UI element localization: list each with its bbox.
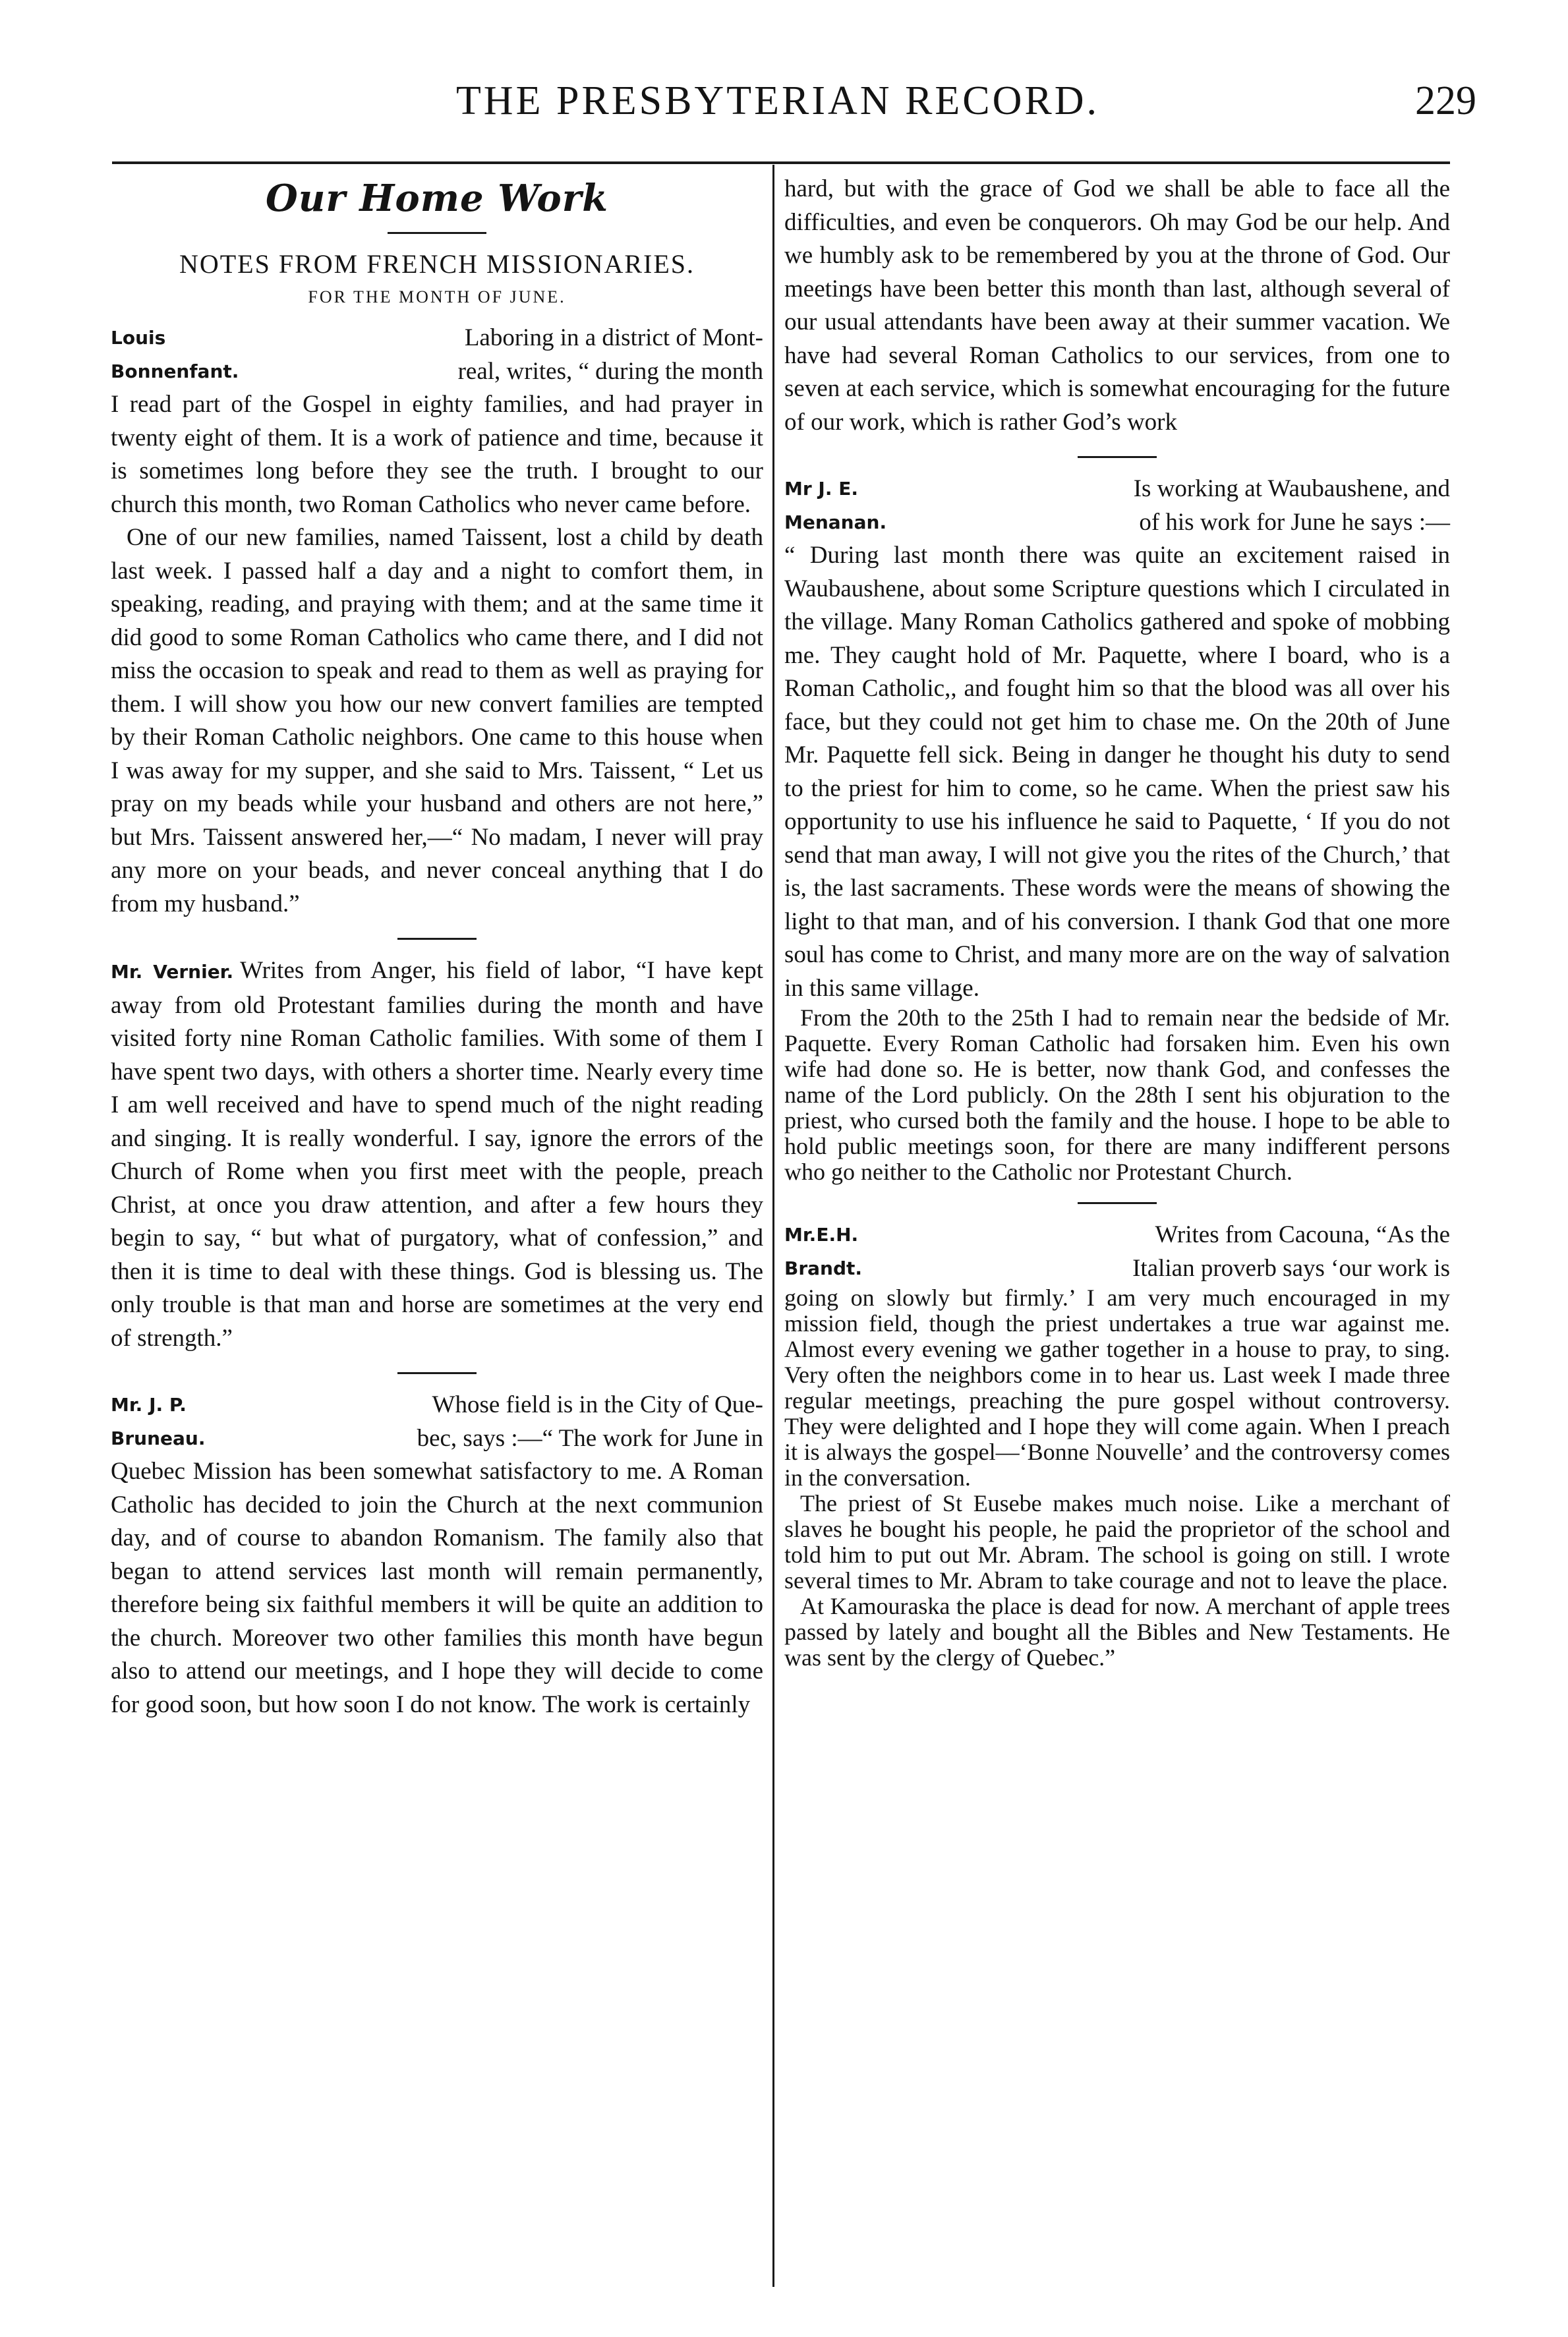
section-subtitle: NOTES FROM FRENCH MISSIONARIES. (179, 249, 695, 279)
missionary-name-last: Bonnenfant. (111, 360, 239, 382)
entry-text: Writes from Anger, his field of labor, “I have kept away from old Protestant families during the month and have visited forty nine Roman Catholic families. With some of them I have spent two days, with others a shorter time. Nearly every time I am well received and have to spend much of the night reading and singing. It is really wonderful. I say, ignore the errors of the Church of Rome when you first meet with the people, preach Christ, at once you draw attention, and after a few hours they begin to say, “ but what of purgatory, what of confession,” and then it is time to deal with these things. God is blessing us. The only trouble is that man and horse are sometimes at the very end of strength.” (111, 957, 763, 1352)
entry-paragraph: One of our new families, named Taissent, lost a child by death last week. I passed half a day and a night to comfort them, in speaking, reading, and praying with them; and at the same time it did good to some Roman Catholics who came there, and I did not miss the occasion to speak and read to them as well as praying for them. I will show you how our new convert families are tempted by their Roman Catholic neighbors. One came to this house when I was away for my supper, and she said to Mrs. Taissent, “ Let us pray on my beads while your husband and others are not here,” but Mrs. Taissent answered her,—“ No madam, I never will pray any more on your beads, and never conceal anything that I do from my husband.” (111, 524, 763, 917)
entry-head-line: Is working at Waubaushene, and (1133, 475, 1450, 502)
running-title: THE PRESBYTERIAN RECORD. (455, 78, 1100, 123)
entry-separator (1078, 456, 1157, 458)
page-number: 229 (1415, 78, 1476, 123)
page-header (105, 78, 1476, 150)
missionary-name-last: Menanan. (784, 511, 887, 533)
entry-paragraph: “ During last month there was quite an excitement raised in Waubaushene, about some Scripture questions which I circulated in the village. Many Roman Catholics gathered and spoke of mobbing me. They caught hold of Mr. Paquette, where I board, who is a Roman Catholic,, and fought him so that the blood was all over his face, but they could not get him to chase me. On the 20th of June Mr. Paquette fell sick. Being in danger he thought his duty to send to the priest for him to come, so he came. When the priest saw his opportunity to use his influence he said to Paquette, ‘ If you do not send that man away, I will not give you the rites of the Church,’ that is, the last sacraments. These words were the means of showing the light to that man, and of his conversion. I thank God that one more soul has come to Christ, and many more are on the way of salvation in this same village. (784, 542, 1450, 1002)
missionary-name-first: Louis (111, 327, 166, 349)
continued-paragraph: hard, but with the grace of God we shall be able to face all the difficulties, and even be conquerors. Oh may God be our help. And we humbly ask to be remembered by you at the throne of God. Our meetings have been better this month than last, although several of our usual attendants have been away at their summer vacation. We have had several Roman Catholics to our services, from one to seven at each service, which is somewhat encouraging for the future of our work, which is rather God’s work (784, 175, 1450, 436)
entry-separator (397, 938, 477, 940)
entry-menanan-head (784, 473, 1450, 539)
entry-head-line: of his work for June he says :— (1139, 508, 1450, 536)
header-rule (112, 161, 1450, 164)
entry-separator (397, 1372, 477, 1374)
missionary-name-first: Mr.E.H. (784, 1224, 859, 1246)
column-divider (772, 165, 774, 2287)
entry-head-line: Whose field is in the City of Que- (432, 1391, 763, 1418)
entry-paragraph: At Kamouraska the place is dead for now. A merchant of apple trees passed by lately and bought all the Bibles and New Testaments. He was sent by the clergy of Quebec.” (784, 1593, 1450, 1671)
right-column (784, 173, 1450, 1671)
missionary-name-first: Mr J. E. (784, 478, 858, 500)
missionary-name-first: Mr. J. P. (111, 1394, 187, 1416)
entry-paragraph: Quebec Mission has been somewhat satisfactory to me. A Roman Catholic has decided to join the Church at the next communion day, and of course to abandon Romanism. The family also that began to attend services last month will remain permanently, therefore being six faithful members it will be quite an addition to the church. Moreover two other families this month have begun also to attend our meetings, and I hope they will decide to come for good soon, but how soon I do not know. The work is certainly (111, 1458, 763, 1718)
entry-head-line: Italian proverb says ‘our work is (1132, 1254, 1450, 1282)
missionary-name: Mr. Vernier. (111, 961, 234, 983)
entry-head-line: real, writes, “ during the month (457, 357, 763, 385)
missionary-name-last: Brandt. (784, 1257, 863, 1279)
entry-separator (1078, 1202, 1157, 1204)
title-rule (388, 232, 486, 234)
entry-paragraph: From the 20th to the 25th I had to remain near the bedside of Mr. Paquette. Every Roman Catholic had forsaken him. Even his own wife had done so. He is better, now thank God, and confesses the name of the Lord publicly. On the 28th I sent his objuration to the priest, who cursed both the family and the house. I hope to be able to hold public meetings soon, for there are many indifferent persons who go neither to the Catholic nor Protestant Church. (784, 1004, 1450, 1185)
entry-vernier (111, 954, 763, 1355)
entry-brandt-head (784, 1219, 1450, 1285)
month-line: FOR THE MONTH OF JUNE. (308, 287, 566, 306)
section-title: Our Home Work (265, 177, 609, 220)
entry-paragraph: I read part of the Gospel in eighty families, and had prayer in twenty eight of them. It is a work of patience and time, because it is sometimes long before they see the truth. I brought to our church this month, two Roman Catholics who never came before. (111, 391, 763, 518)
entry-head-line: bec, says :—“ The work for June in (417, 1424, 763, 1452)
entry-paragraph: The priest of St Eusebe makes much noise. Like a merchant of slaves he bought his people, he paid the proprietor of the school and told him to put out Mr. Abram. The school is going on still. I wrote several times to Mr. Abram to take courage and not to leave the place. (784, 1490, 1450, 1594)
entry-bruneau-head (111, 1389, 763, 1455)
left-column (111, 173, 763, 1721)
entry-head-line: Writes from Cacouna, “As the (1155, 1221, 1450, 1248)
entry-bonnenfant-head (111, 322, 763, 388)
entry-paragraph: going on slowly but firmly.’ I am very much encouraged in my mission field, though the priest undertakes a true war against me. Almost every evening we gather together in a house to pray, to sing. Very often the neighbors come in to hear us. Last week I made three regular meetings, preaching the pure gospel without controversy. They were delighted and I hope they will come again. When I preach it is always the gospel—‘Bonne Nouvelle’ and the controversy comes in the conversation. (784, 1284, 1450, 1491)
missionary-name-last: Bruneau. (111, 1427, 206, 1449)
entry-head-line: Laboring in a district of Mont- (464, 324, 763, 351)
